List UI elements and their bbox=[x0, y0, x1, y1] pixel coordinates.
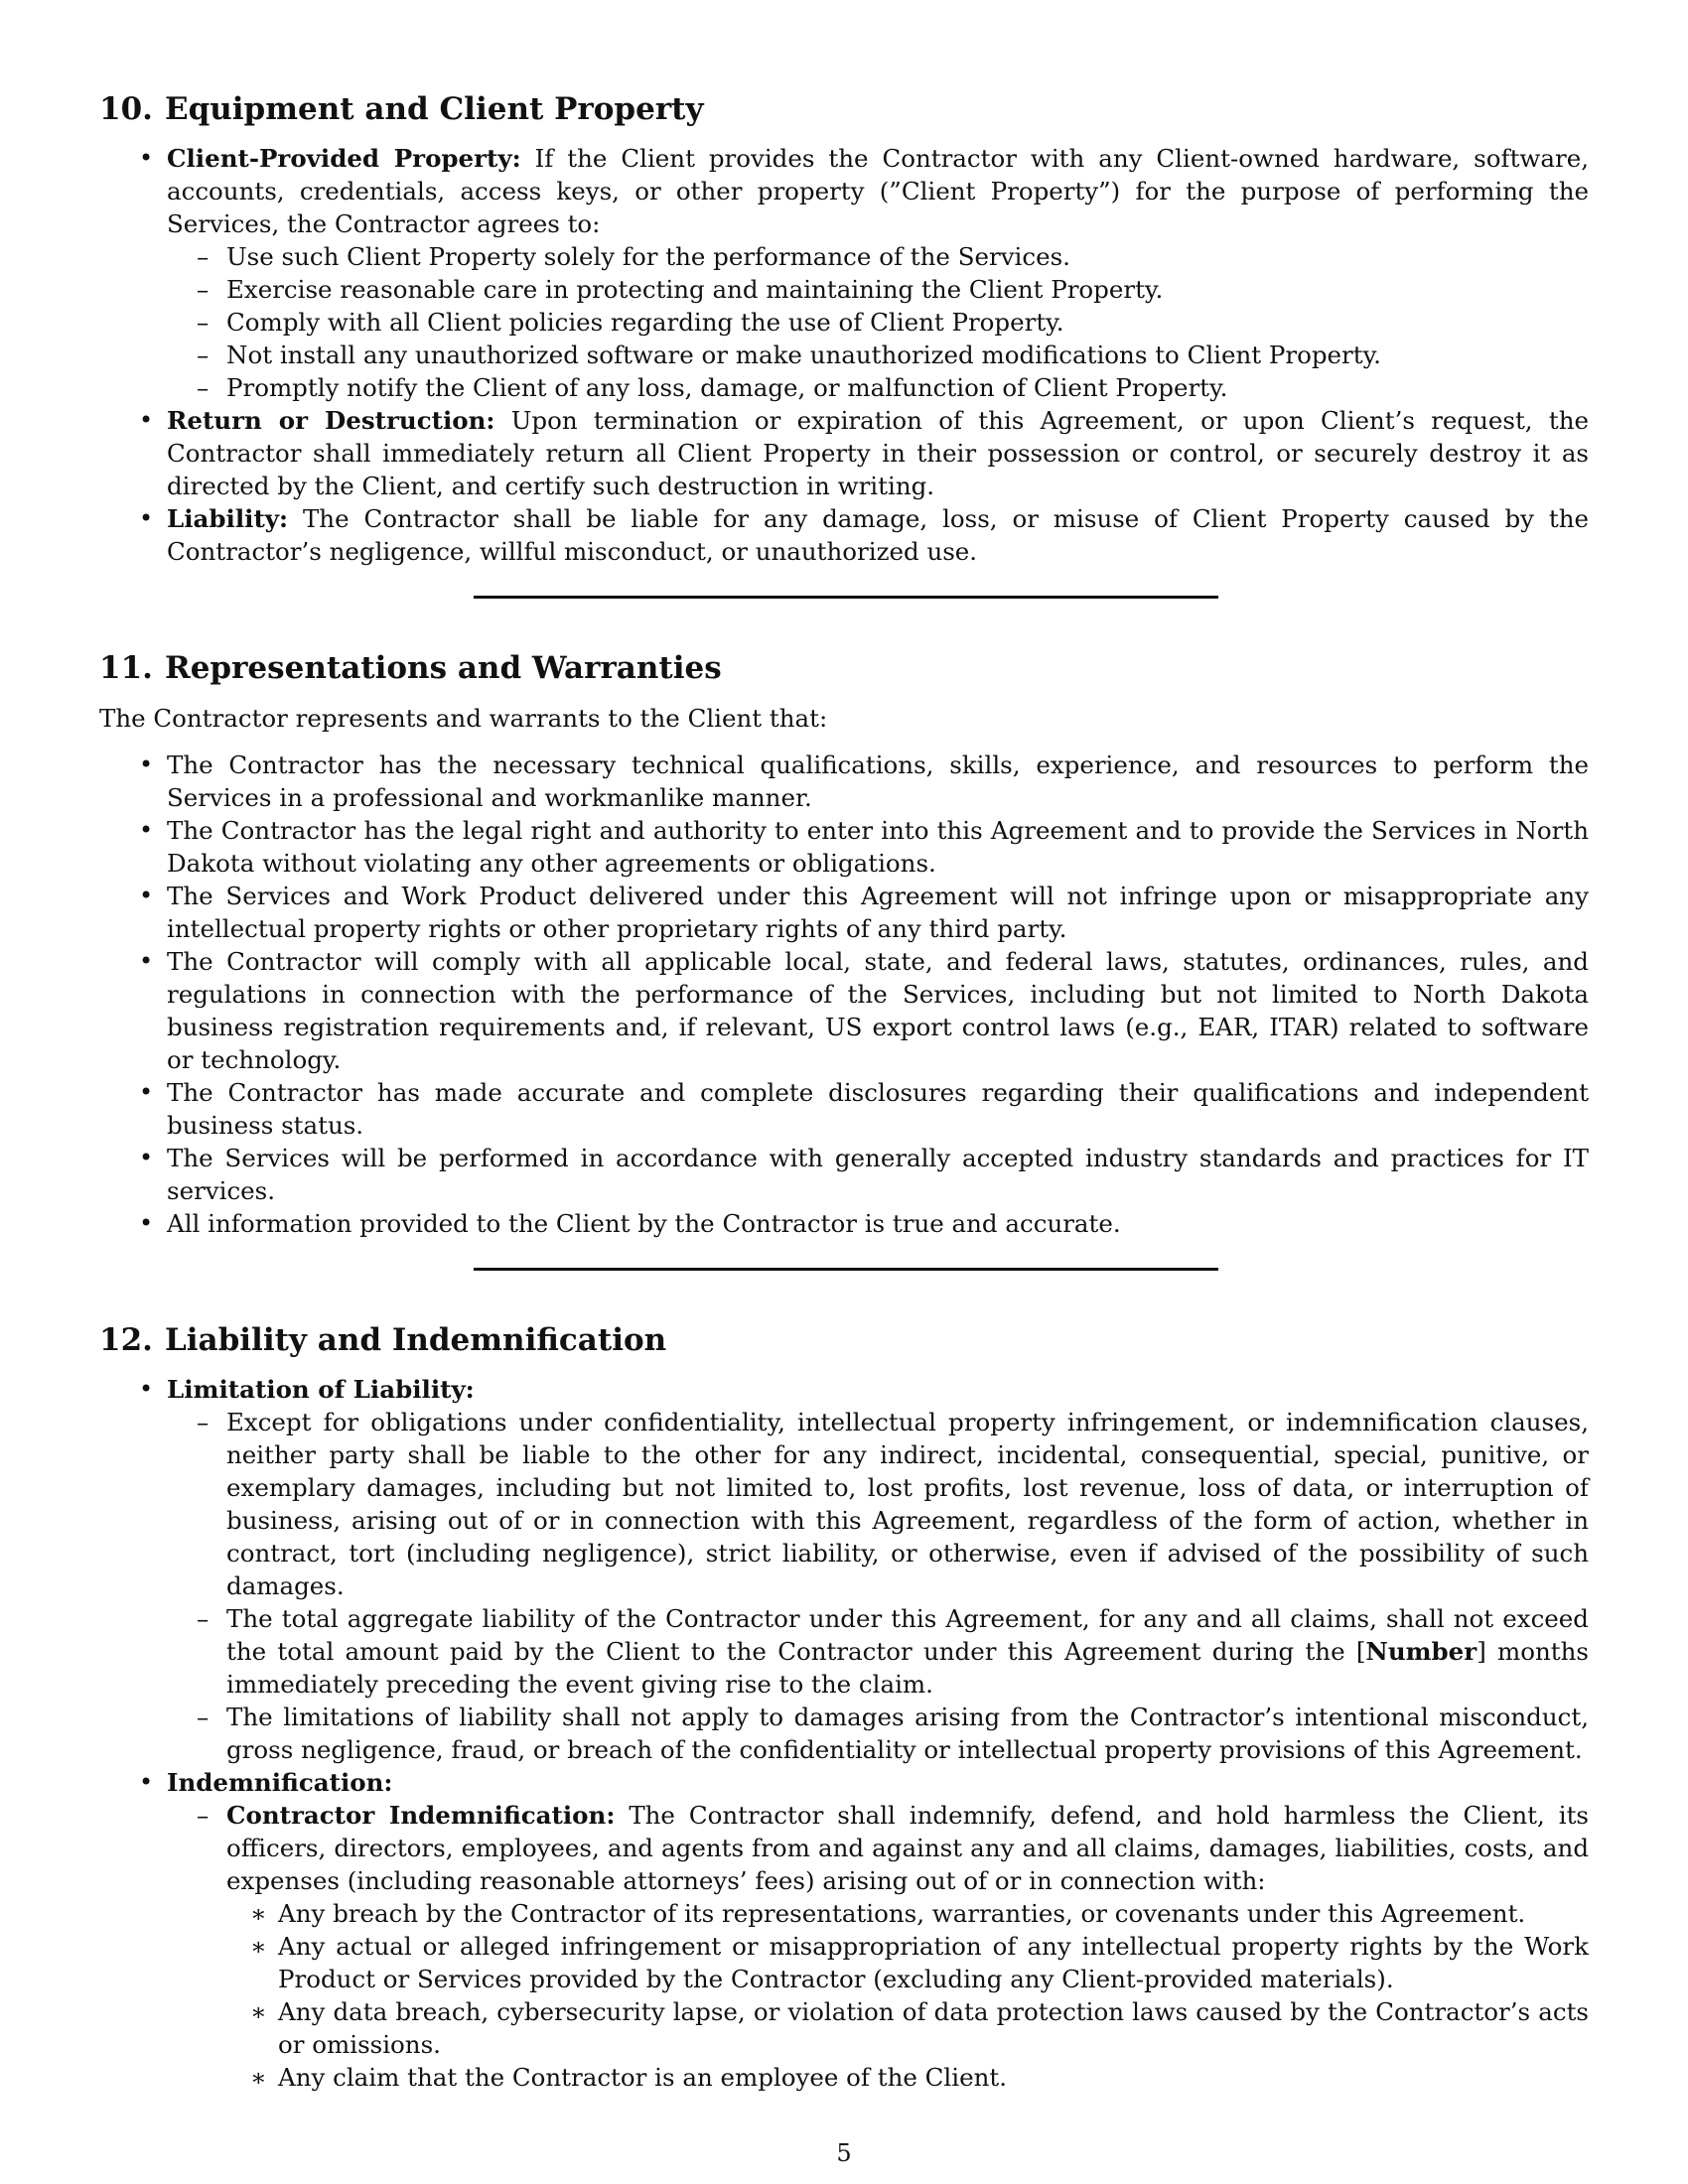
item-label: Return or Destruction: bbox=[167, 406, 495, 436]
item-text: The total aggregate liability of the Contractor under this Agreement, for any and all claims, shall not exceed the total amount paid by the Client to the Contractor under this Agreement during the [ bbox=[226, 1603, 1589, 1666]
section-title: Equipment and Client Property bbox=[164, 91, 704, 127]
section-intro: The Contractor represents and warrants to the Client that: bbox=[99, 703, 828, 733]
section-10-list bbox=[99, 142, 1589, 568]
list-item bbox=[167, 1373, 1589, 1766]
list-item bbox=[167, 502, 1589, 568]
list-item: • All information provided to the Client by the Contractor is true and accurate. bbox=[167, 1207, 1589, 1240]
list-item bbox=[167, 142, 1589, 404]
sub-list-item: – The limitations of liability shall not apply to damages arising from the Contractor’s intentional misconduct, gross negligence, fraud, or breach of the confidentiality or intellectual property provisions of this Agreement. bbox=[226, 1701, 1589, 1766]
section-11-list bbox=[99, 749, 1589, 1240]
placeholder-number: Number bbox=[1365, 1636, 1477, 1666]
sub-list-item bbox=[226, 1799, 1589, 2094]
item-label: Indemnification: bbox=[167, 1767, 393, 1797]
section-number: 11. bbox=[99, 650, 153, 687]
section-title: Representations and Warranties bbox=[164, 650, 722, 687]
section-number: 12. bbox=[99, 1321, 153, 1358]
sub-list-item: – Exercise reasonable care in protecting and maintaining the Client Property. bbox=[226, 273, 1589, 306]
sub-list-item: – Not install any unauthorized software or make unauthorized modifications to Client Property. bbox=[226, 339, 1589, 371]
section-divider bbox=[474, 1268, 1218, 1271]
sub-list-item: – Comply with all Client policies regarding the use of Client Property. bbox=[226, 306, 1589, 339]
section-11-heading bbox=[99, 648, 1589, 688]
item-text: The Contractor shall be liable for any damage, loss, or misuse of Client Property caused by the Contractor’s negligence, willful misconduct, or unauthorized use. bbox=[167, 504, 1589, 567]
sub-list-item: – Promptly notify the Client of any loss, damage, or malfunction of Client Property. bbox=[226, 371, 1589, 404]
list-item: • The Contractor has the legal right and authority to enter into this Agreement and to provide the Services in North Dakota without violating any other agreements or obligations. bbox=[167, 814, 1589, 880]
item-label: Client-Provided Property: bbox=[167, 144, 521, 174]
section-divider bbox=[474, 596, 1218, 599]
item-label: Contractor Indemnification: bbox=[226, 1800, 616, 1830]
list-item: • The Contractor will comply with all applicable local, state, and federal laws, statutes, ordinances, rules, and regulations in connection with the performance of the Services, including but not limited to North Dakota business registration requirements and, if relevant, US export control laws (e.g., EAR, ITAR) related to software or technology. bbox=[167, 945, 1589, 1076]
sub-list-item: – Use such Client Property solely for the performance of the Services. bbox=[226, 240, 1589, 273]
section-12-list bbox=[99, 1373, 1589, 2094]
sub-sub-list-item: ∗ Any breach by the Contractor of its representations, warranties, or covenants under this Agreement. bbox=[278, 1897, 1589, 1930]
list-item: • The Contractor has made accurate and complete disclosures regarding their qualifications and independent business status. bbox=[167, 1076, 1589, 1142]
sub-sub-list-item: ∗ Any data breach, cybersecurity lapse, or violation of data protection laws caused by the Contractor’s acts or omissions. bbox=[278, 1995, 1589, 2061]
sub-list bbox=[167, 240, 1589, 404]
sub-list-item: – Except for obligations under confidentiality, intellectual property infringement, or indemnification clauses, neither party shall be liable to the other for any indirect, incidental, consequential, special, punitive, or exemplary damages, including but not limited to, lost profits, lost revenue, loss of data, or interruption of business, arising out of or in connection with this Agreement, regardless of the form of action, whether in contract, tort (including negligence), strict liability, or otherwise, even if advised of the possibility of such damages. bbox=[226, 1406, 1589, 1602]
section-10-heading bbox=[99, 89, 1589, 129]
sub-sub-list-item: ∗ Any claim that the Contractor is an employee of the Client. bbox=[278, 2061, 1589, 2094]
item-text: Upon termination or expiration of this Agreement, or upon Client’s request, the Contractor shall immediately return all Client Property in their possession or control, or securely destroy it as directed by the Client, and certify such destruction in writing. bbox=[167, 406, 1589, 501]
section-12-heading bbox=[99, 1320, 1589, 1360]
list-item bbox=[167, 404, 1589, 502]
sub-list bbox=[167, 1406, 1589, 1766]
item-label: Liability: bbox=[167, 504, 289, 534]
item-label: Limitation of Liability: bbox=[167, 1374, 475, 1404]
section-title: Liability and Indemnification bbox=[164, 1321, 667, 1358]
sub-list-item bbox=[226, 1602, 1589, 1701]
item-text: If the Client provides the Contractor with any Client-owned hardware, software, accounts, credentials, access keys, or other property (”Client Property”) for the purpose of performing the Services, the Contractor agrees to: bbox=[167, 144, 1589, 239]
sub-list bbox=[167, 1799, 1589, 2094]
document-page bbox=[99, 89, 1589, 2094]
item-text: ] months immediately preceding the event giving rise to the claim. bbox=[226, 1636, 1589, 1699]
item-text: The Contractor shall indemnify, defend, and hold harmless the Client, its officers, directors, employees, and agents from and against any and all claims, damages, liabilities, costs, and expenses (including reasonable attorneys’ fees) arising out of or in connection with: bbox=[226, 1800, 1589, 1895]
list-item: • The Services will be performed in accordance with generally accepted industry standards and practices for IT services. bbox=[167, 1142, 1589, 1207]
sub-sub-list-item: ∗ Any actual or alleged infringement or misappropriation of any intellectual property rights by the Work Product or Services provided by the Contractor (excluding any Client-provided materials). bbox=[278, 1930, 1589, 1995]
section-number: 10. bbox=[99, 91, 153, 127]
sub-sub-list bbox=[226, 1897, 1589, 2094]
list-item: • The Services and Work Product delivered under this Agreement will not infringe upon or misappropriate any intellectual property rights or other proprietary rights of any third party. bbox=[167, 880, 1589, 945]
list-item: • The Contractor has the necessary technical qualifications, skills, experience, and resources to perform the Services in a professional and workmanlike manner. bbox=[167, 749, 1589, 814]
list-item bbox=[167, 1766, 1589, 2094]
page-number: 5 bbox=[836, 2139, 852, 2167]
